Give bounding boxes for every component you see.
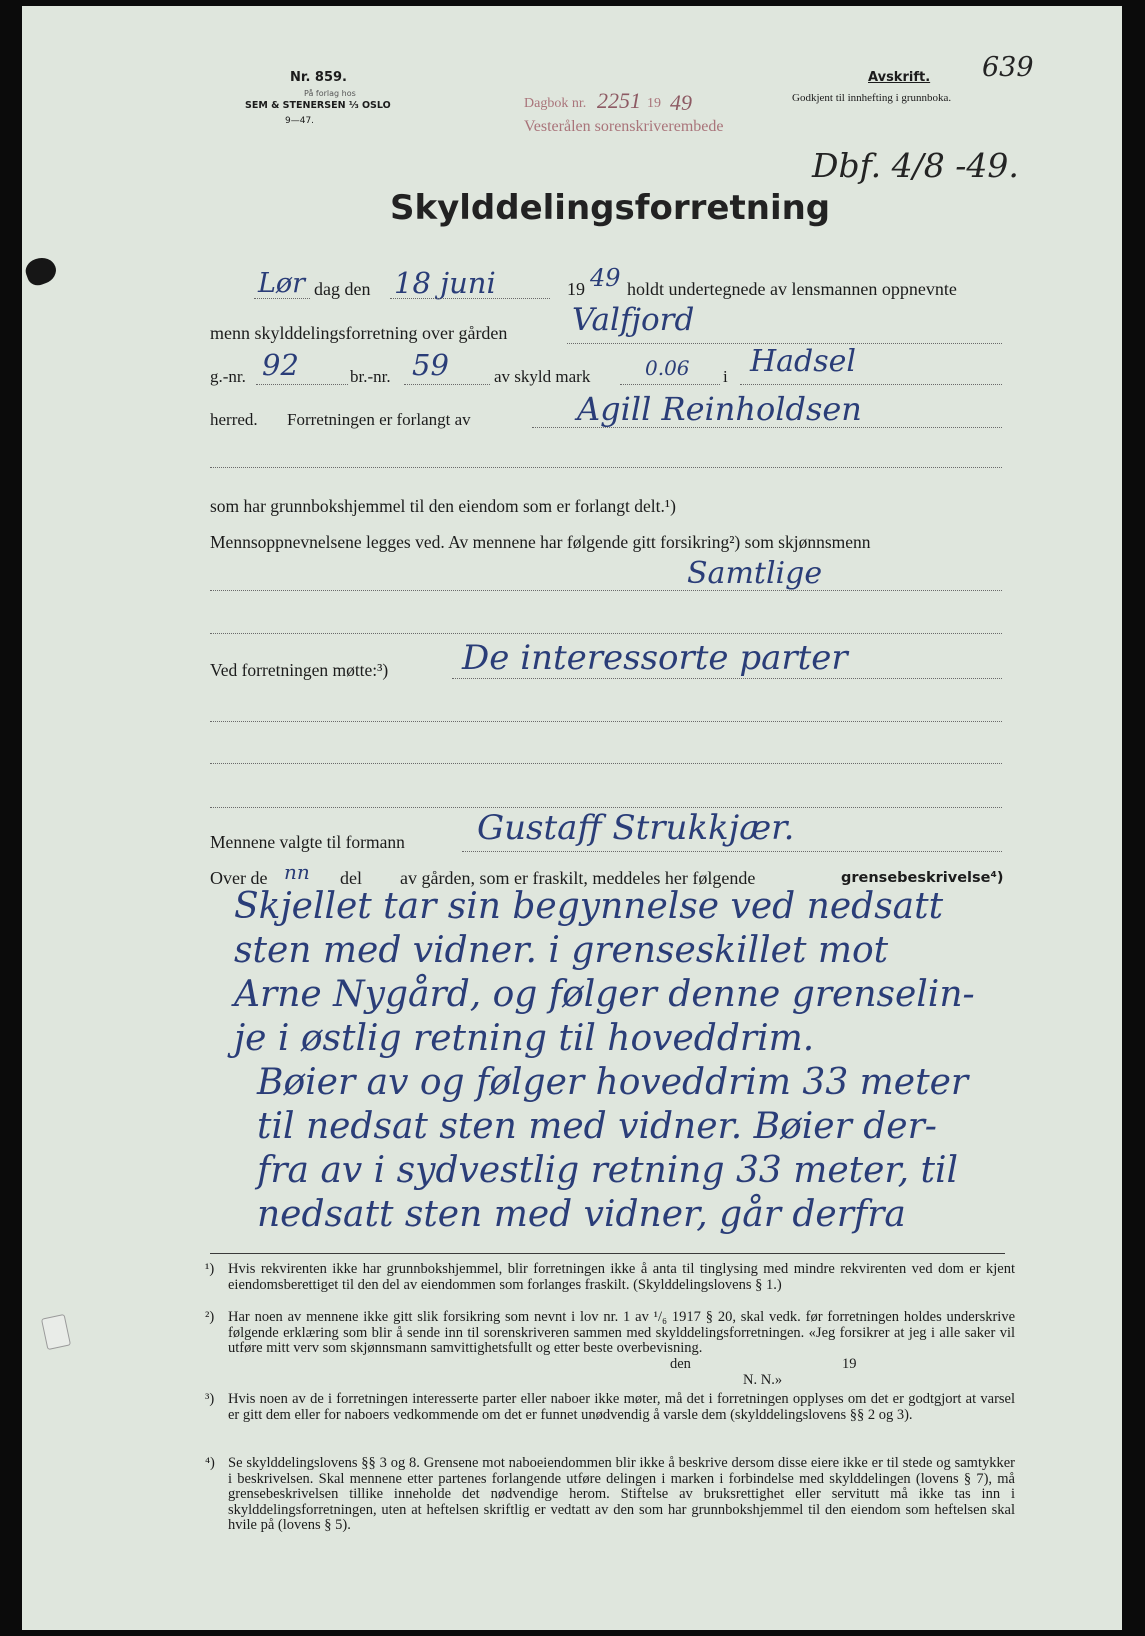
del-label: del [340, 868, 362, 888]
forlangt-label: Forretningen er forlangt av [287, 410, 471, 429]
description-line: til nedsat sten med vidner. Bøier der- [257, 1106, 937, 1147]
footnote-mark: ⁴) [205, 1455, 215, 1471]
year-prefix: 19 [567, 279, 585, 299]
hjemmel-text: som har grunnbokshjemmel til den eiendom som er forlangt delt.¹) [210, 496, 676, 516]
footnote-nineteen: 19 [842, 1356, 857, 1372]
avskrift-label: Avskrift. [868, 70, 931, 85]
publisher-small: På forlag hos [304, 89, 356, 98]
bnr-label: br.-nr. [350, 367, 391, 386]
description-line: je i østlig retning til hoveddrim. [234, 1018, 815, 1059]
description-line: Arne Nygård, og følger denne grenselin- [234, 974, 975, 1015]
formann-handwritten: Gustaff Strukkjær. [477, 808, 795, 848]
footnote-text: Hvis noen av de i forretningen interesserte parter eller naboer ikke møter, må det i forretningen opplyses om det er godtgjort at varsel er gitt dem eller for naboers vedkommende om det er funnet unødvendig å varsle dem (skylddelingslovens §§ 2 og 3). [228, 1391, 1015, 1423]
dated-note: Dbf. 4/8 -49. [812, 146, 1019, 185]
mote-label: Ved forretningen møtte:³) [210, 660, 389, 680]
bnr-handwritten: 59 [412, 348, 449, 382]
over-de-handwritten: nn [284, 860, 310, 884]
footnote-nn: N. N.» [743, 1372, 783, 1388]
gnr-handwritten: 92 [262, 348, 299, 382]
footnote-text: Har noen av mennene ikke gitt slik forsikring som nevnt i lov nr. 1 av ¹/₆ 1917 § 20, skal vedk. før forretningen holdes underskrive følgende erklæring som blir å sende inn til sorenskriveren sammen med skylddelingsforretningen. «Jeg forsikrer at jeg i alle saker vil utføre mitt verv som skjønnsmann samvittighetsfullt og etter beste overbevisning. [228, 1309, 1015, 1356]
i-label: i [723, 367, 728, 386]
description-line: Bøier av og følger hoveddrim 33 meter [257, 1062, 969, 1103]
formann-label: Mennene valgte til formann [210, 832, 405, 852]
footnote-1 [205, 1262, 1015, 1310]
form-number: Nr. 859. [290, 70, 347, 85]
document-page [22, 6, 1122, 1630]
herred-label: herred. [210, 410, 258, 429]
skjonn-handwritten: Samtlige [687, 556, 823, 591]
description-line: fra av i sydvestlig retning 33 meter, til [257, 1150, 959, 1191]
skyld-label: av skyld mark [494, 367, 591, 386]
description-line: sten med vidner. i grenseskillet mot [234, 930, 889, 971]
dag-den-label: dag den [314, 279, 371, 299]
document-title: Skylddelingsforretning [390, 188, 831, 228]
stamp-dagbok-label: Dagbok nr. [524, 96, 587, 111]
over-de-label: Over de [210, 868, 268, 888]
footnote-mark: ¹) [205, 1261, 215, 1277]
farm-handwritten: Valfjord [572, 302, 695, 338]
stamp-office: Vesterålen sorenskriverembede [524, 118, 724, 135]
edition: 9—47. [285, 116, 315, 126]
mennsopp-text: Mennsoppnevnelsene legges ved. Av mennene har følgende gitt forsikring²) som skjønnsmenn [210, 532, 871, 552]
footnote-3 [205, 1392, 1015, 1456]
footnote-mark: ³) [205, 1391, 215, 1407]
footnote-4 [205, 1456, 1015, 1550]
stamp-year: 49 [670, 90, 692, 115]
stamp-dagbok-number: 2251 [597, 88, 641, 113]
footnote-text: Se skylddelingslovens §§ 3 og 8. Grensene mot naboeiendommen blir ikke å beskrive dersom disse eiere ikke er til stede og samtykker i beskrivelsen. Skal mennene etter partenes forlangende utføre delingen i marken i forbindelse med skylddelingen (lovens § 7), må grensebeskrivelsen tillike inneholde det nødvendige herom. Stiftelse av bruksrettighet eller servitutt må ikke tas inn i skylddelingsforretningen, uten at heftelsen skriftlig er vedtatt av den som har grunnbokshjemmel til den eiendom som heftelsen skal hvile på (lovens § 5). [228, 1455, 1015, 1533]
mote-handwritten: De interessorte parter [462, 638, 848, 678]
gnr-label: g.-nr. [210, 367, 246, 386]
footnote-den: den [670, 1356, 691, 1372]
footnote-divider [210, 1253, 1005, 1254]
publisher: SEM & STENERSEN ⅓ OSLO [245, 100, 391, 111]
year-handwritten: 49 [590, 264, 621, 292]
description-line: Skjellet tar sin begynnelse ved nedsatt [234, 886, 944, 927]
godkjent-text: Godkjent til innhefting i grunnboka. [792, 92, 952, 104]
requester-handwritten: Agill Reinholdsen [577, 390, 862, 428]
stamp-year-pre: 19 [647, 96, 661, 111]
date-handwritten: 18 juni [394, 266, 496, 300]
footnote-text: Hvis rekvirenten ikke har grunnbokshjemmel, blir forretningen ikke å anta til tinglysing med mindre rekvirenten ved dom er kjent eiendomsberettiget til den del av eiendommen som forlanges fraskilt. (Skylddelingslovens § 1.) [228, 1261, 1015, 1293]
herred-handwritten: Hadsel [750, 344, 856, 379]
footnote-2 [205, 1310, 1015, 1390]
ink-blot-icon [22, 254, 59, 289]
binding-clip-icon [41, 1314, 71, 1350]
grensebeskrivelse-label: grensebeskrivelse⁴) [841, 870, 1004, 886]
description-line: nedsatt sten med vidner, går derfra [257, 1194, 906, 1235]
skyld-handwritten: 0.06 [645, 356, 690, 380]
footnote-mark: ²) [205, 1309, 215, 1325]
day-handwritten: Lør [258, 268, 306, 299]
page-number: 639 [982, 52, 1034, 83]
line1-text: holdt undertegnede av lensmannen oppnevnte [627, 279, 957, 299]
gaarden-text: av gården, som er fraskilt, meddeles her følgende [400, 868, 756, 888]
farm-label: menn skylddelingsforretning over gården [210, 323, 508, 343]
